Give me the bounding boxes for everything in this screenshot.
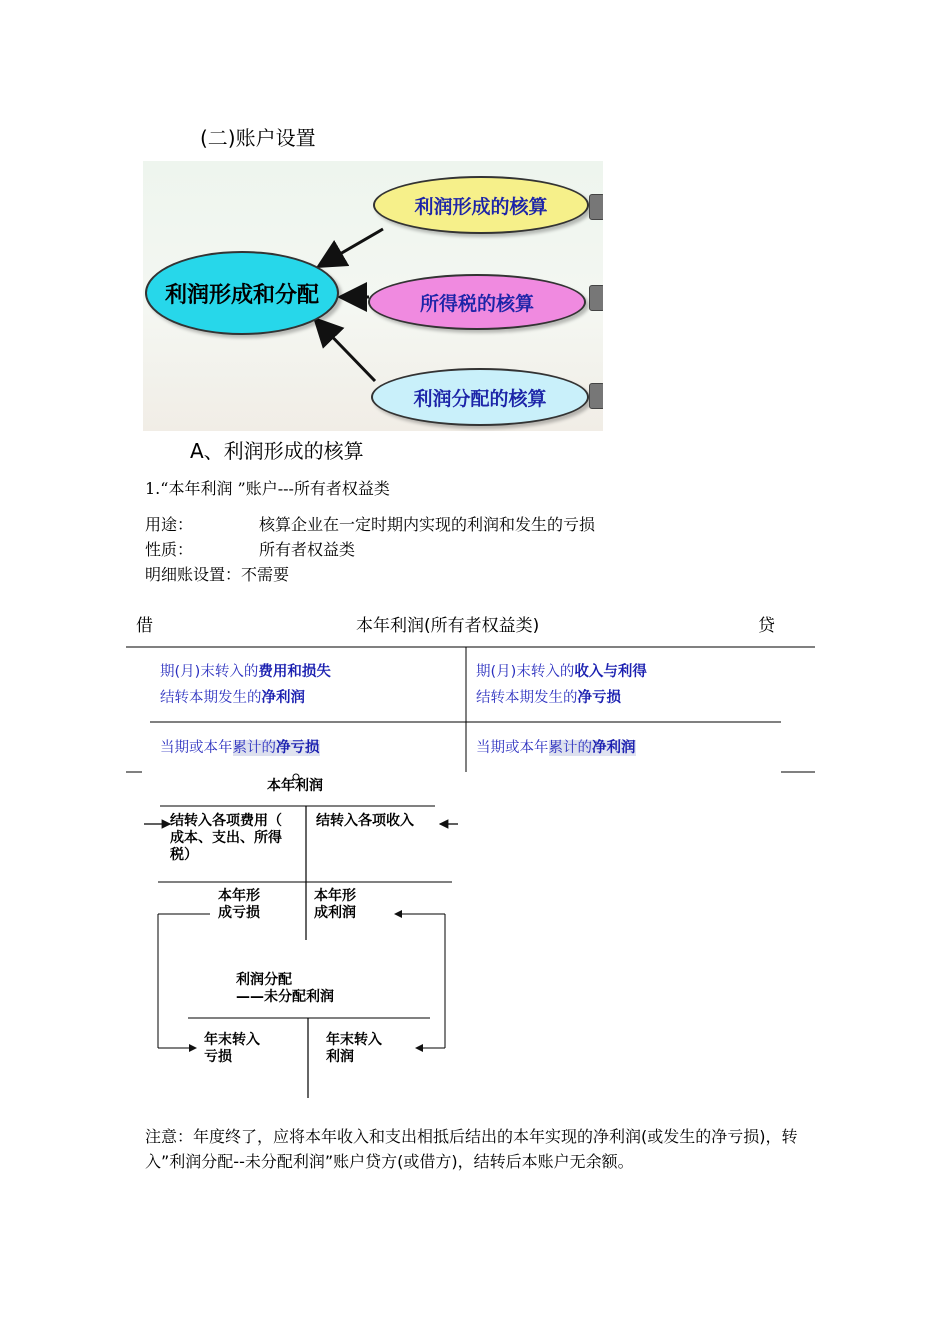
mindmap-node-profit-formation: 利润形成的核算: [373, 176, 589, 234]
t-left-line-3-bold: 净亏损: [276, 740, 320, 756]
t-left-line-3-hl: 累计的: [232, 740, 276, 756]
flow-left-mid: [218, 888, 260, 922]
flow-left-mid-line: 成亏损: [218, 905, 260, 921]
flow-right-mid: [314, 888, 356, 922]
t-left-line-3-text: 当期或本年: [160, 740, 233, 756]
account-heading: 1.“本年利润 ”账户---所有者权益类: [145, 479, 390, 498]
t-left-line-1-bold: 费用和损失: [258, 664, 331, 680]
t-left-line-2: [160, 685, 305, 711]
flow-left-top-line: 结转入各项费用（: [170, 813, 282, 829]
t-right-line-1-text: 期(月)末转入的: [476, 664, 575, 680]
t-right-line-2-bold: 净亏损: [577, 690, 621, 706]
flow-distribution-line: 利润分配: [236, 972, 292, 988]
t-left-line-1: [160, 659, 331, 685]
flow-left-bottom: [204, 1032, 260, 1066]
flow-left-top: [170, 813, 282, 864]
prop-value: 不需要: [241, 565, 290, 584]
mindmap-node-income-tax: 所得税的核算: [368, 274, 586, 330]
note-paragraph: 注意：年度终了，应将本年收入和支出相抵后结出的本年实现的净利润(或发生的净亏损)，转入”利润分配--未分配利润”账户贷方(或借方)，结转后本账户无余额。: [145, 1127, 798, 1171]
t-right-line-3-text: 当期或本年: [476, 740, 549, 756]
t-right-line-3-bold: 净利润: [592, 740, 636, 756]
mindmap-center-node: 利润形成和分配: [145, 251, 339, 335]
flow-diagram: [140, 772, 470, 1102]
flow-left-bottom-line: 年末转入: [204, 1032, 260, 1048]
t-right-line-2: [476, 685, 621, 711]
t-right-line-3: [476, 735, 636, 761]
prop-key: 用途：: [145, 515, 194, 534]
prop-value: 核算企业在一定时期内实现的利润和发生的亏损: [259, 515, 596, 534]
prop-key: 明细账设置：: [145, 565, 242, 584]
flow-left-bottom-line: 亏损: [204, 1049, 232, 1065]
flow-right-mid-line: 成利润: [314, 905, 356, 921]
t-right-line-1: [476, 659, 647, 685]
t-left-line-2-text: 结转本期发生的: [160, 690, 262, 706]
prop-value: 所有者权益类: [259, 540, 356, 559]
t-left-line-2-bold: 净利润: [261, 690, 305, 706]
t-left-line-3: [160, 735, 320, 761]
t-left-line-1-text: 期(月)末转入的: [160, 664, 259, 680]
flow-distribution: [236, 972, 334, 1006]
flow-right-top: 结转入各项收入: [316, 813, 414, 829]
t-right-line-3-hl: 累计的: [548, 740, 592, 756]
flow-distribution-line: ——未分配利润: [236, 989, 334, 1005]
flow-right-bottom: [326, 1032, 382, 1066]
flow-right-mid-line: 本年形: [314, 888, 356, 904]
flow-right-bottom-line: 利润: [326, 1049, 354, 1065]
flow-title: 本年利润: [267, 778, 323, 794]
flow-right-bottom-line: 年末转入: [326, 1032, 382, 1048]
flow-left-top-line: 税）: [170, 847, 198, 863]
t-right-line-1-bold: 收入与利得: [574, 664, 647, 680]
t-account-debit: 借: [136, 616, 153, 636]
t-account-credit: 贷: [758, 616, 775, 636]
flow-left-mid-line: 本年形: [218, 888, 260, 904]
t-right-line-2-text: 结转本期发生的: [476, 690, 578, 706]
mindmap-node-profit-distribution: 利润分配的核算: [371, 368, 589, 426]
t-account-title: 本年利润(所有者权益类): [356, 616, 540, 636]
flow-left-top-line: 成本、支出、所得: [170, 830, 282, 846]
subsection-a-title: A、利润形成的核算: [190, 439, 364, 463]
section-title: (二)账户设置: [200, 126, 316, 150]
prop-key: 性质：: [145, 540, 194, 559]
